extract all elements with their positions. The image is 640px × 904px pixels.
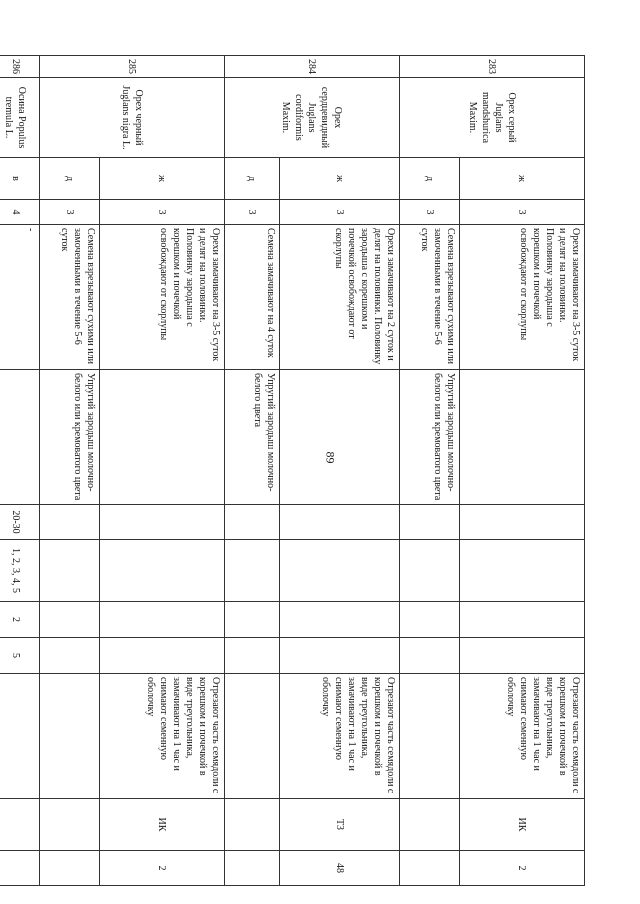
cell-prep [400,674,460,799]
cell-c1: 3 [100,200,225,225]
cell-prep [225,674,280,799]
cell-c1: 3 [280,200,400,225]
cell-c7 [280,638,400,674]
table-row [280,56,400,886]
cell-mark: ж [460,158,585,200]
cell-c4: 20-30 [0,505,40,540]
rotated-table-container [3,55,585,885]
cell-c6 [400,602,460,638]
cell-method: Семена взрезывают сухими или замоченными в течение 5-6 суток [400,225,460,370]
table-row [0,56,40,886]
cell-method: Семена замачивают на 4 суток [225,225,280,370]
cell-prep [0,674,40,799]
cell-c5 [100,540,225,602]
cell-c4 [280,505,400,540]
cell-ref: ИК [460,799,585,851]
table-row [225,56,280,886]
cell-quality [460,370,585,505]
cell-c7 [225,638,280,674]
table-row [460,56,585,886]
cell-c5 [400,540,460,602]
species-name: Орех черный Juglans nigra L. [40,78,225,158]
cell-c1: 3 [225,200,280,225]
cell-last: 2 [100,851,225,886]
cell-last [40,851,100,886]
cell-c1: 4 [0,200,40,225]
cell-quality: Упругий зародыш молочно-белого или кремоватого цвета [400,370,460,505]
cell-mark: д [400,158,460,200]
cell-mark: ж [100,158,225,200]
cell-method: Семена взрезывают сухими или замоченными в течение 5-6 суток [40,225,100,370]
cell-prep: Отрезают часть семядоли с корешком и почечкой в виде треугольника, замачивают на 1 час и снимают семенную оболочку [280,674,400,799]
cell-c7 [400,638,460,674]
cell-quality: Упругий зародыш молочно-белого или кремоватого цвета [40,370,100,505]
species-name: Орех серый Juglans mandshurica Maxim. [400,78,585,158]
cell-method: Орехи замачивают на 3-5 суток и делят на половинки. Половинку зародыша с корешком и почечкой освобождают от скорлупы [460,225,585,370]
cell-last [400,851,460,886]
cell-last: 48 [280,851,400,886]
cell-method: Орехи замачивают на 3-5 суток и делят на половинки. Половинку зародыша с корешком и почечкой освобождают от скорлупы [100,225,225,370]
cell-mark: ж [280,158,400,200]
cell-ref: ИК [100,799,225,851]
cell-c1: 3 [460,200,585,225]
seed-testing-table [0,55,585,886]
cell-c5 [460,540,585,602]
cell-c6: 2 [0,602,40,638]
cell-last [225,851,280,886]
cell-method: - [0,225,40,370]
cell-c6 [40,602,100,638]
cell-c1: 3 [40,200,100,225]
cell-quality [0,370,40,505]
cell-c7 [40,638,100,674]
cell-c1: 3 [400,200,460,225]
cell-c4 [100,505,225,540]
cell-c6 [100,602,225,638]
cell-mark: д [225,158,280,200]
cell-c6 [280,602,400,638]
cell-last: 2 [460,851,585,886]
table-row [100,56,225,886]
cell-ref: ТЗ [280,799,400,851]
cell-c7: 5 [0,638,40,674]
cell-c6 [225,602,280,638]
row-number: 283 [400,56,585,78]
row-number: 284 [225,56,400,78]
cell-prep: Отрезают часть семядоли с корешком и почечкой в виде треугольника, замачивают на 1 час и снимают семенную оболочку [460,674,585,799]
cell-c5 [40,540,100,602]
row-number: 285 [40,56,225,78]
cell-c7 [460,638,585,674]
cell-prep: Отрезают часть семядоли с корешком и почечкой в виде треугольника, замачивают на 1 час и снимают семенную оболочку [100,674,225,799]
species-name: Осина Populus tremula L. [0,78,40,158]
cell-c4 [460,505,585,540]
cell-c5 [225,540,280,602]
cell-quality [280,370,400,505]
cell-c6 [460,602,585,638]
cell-ref [40,799,100,851]
species-name: Орех сердцевидный Juglans cordiformis Maxim. [225,78,400,158]
cell-mark: в [0,158,40,200]
cell-ref [0,799,40,851]
page-number: 89 [323,451,338,464]
cell-c4 [225,505,280,540]
cell-c5: 1, 2, 3, 4, 5 [0,540,40,602]
cell-quality [100,370,225,505]
cell-ref [400,799,460,851]
row-number: 286 [0,56,40,78]
cell-quality: Упругий зародыш молочно-белого цвета [225,370,280,505]
cell-c4 [40,505,100,540]
cell-prep [40,674,100,799]
cell-c7 [100,638,225,674]
cell-ref [225,799,280,851]
table-row [400,56,460,886]
cell-last [0,851,40,886]
table-row [40,56,100,886]
cell-mark: д [40,158,100,200]
cell-method: Орехи замачивают на 2 суток и делят на половинки. Половинку зародыша с корешком и почечкой освобождают от скорлупы [280,225,400,370]
cell-c5 [280,540,400,602]
cell-c4 [400,505,460,540]
